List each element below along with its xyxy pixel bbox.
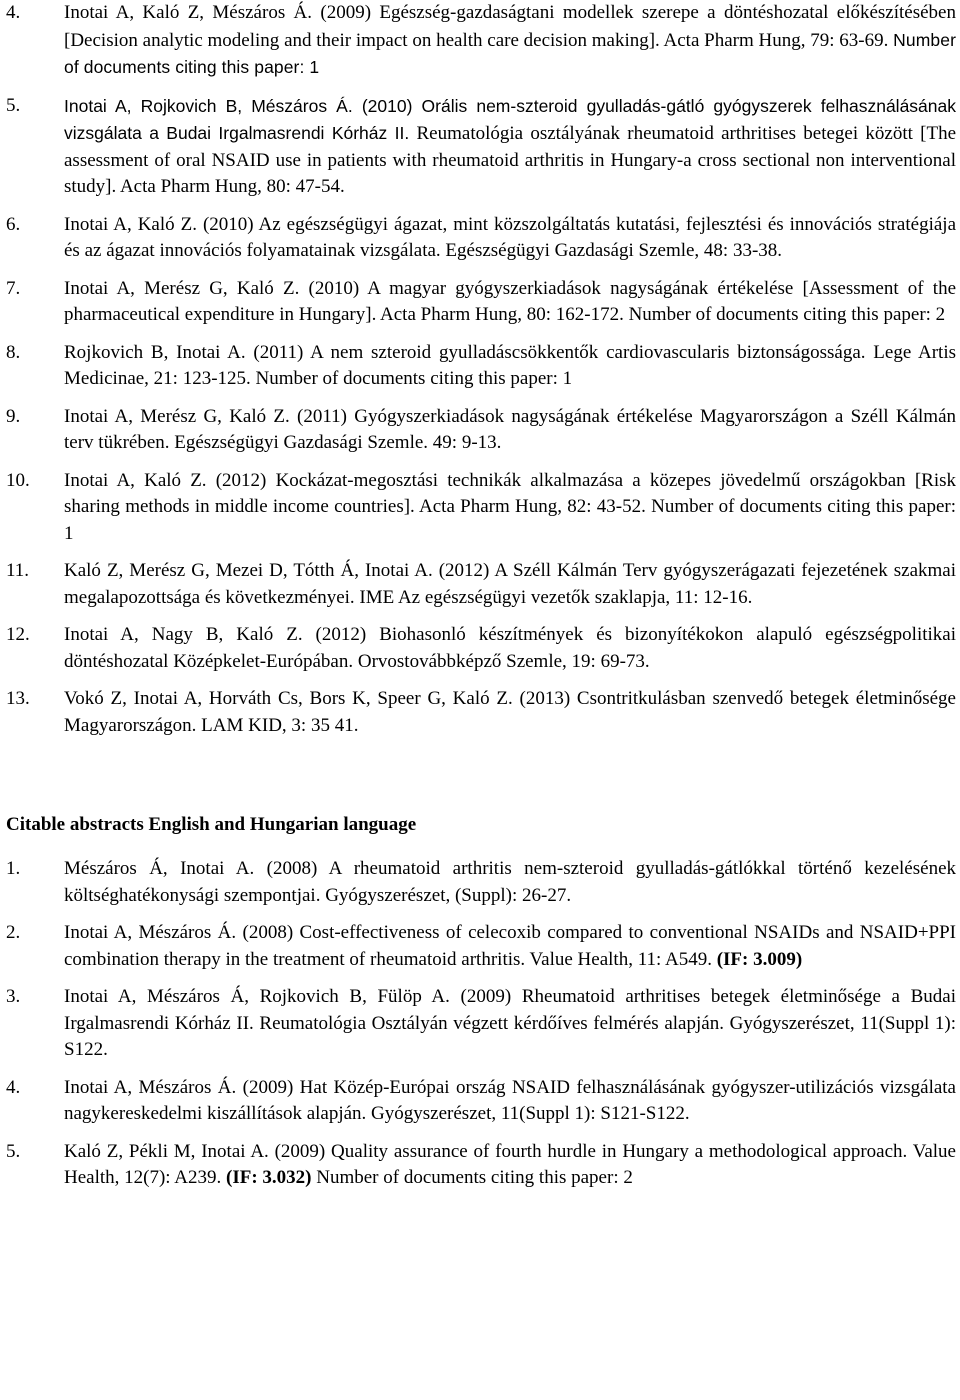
publication-item (6, 276, 956, 329)
item-number: 13. (6, 688, 30, 709)
item-text (64, 404, 956, 457)
item-text (64, 856, 956, 909)
item-text (64, 212, 956, 265)
publication-item (6, 468, 956, 548)
citation-text: Inotai A, Kaló Z. (2012) Kockázat-megosztási technikák alkalmazása a közepes jövedelmű országokban [Risk sharing methods in middle income countries]. Acta Pharm Hung, 82: 43-52. (64, 469, 956, 517)
abstract-item (6, 984, 956, 1064)
item-text (64, 1075, 956, 1128)
citation-lead-text: Inotai A, Rojkovich B, Mészáros Á. (2010) Orális nem-szteroid gyulladás-gátló gyógyszerek felhasználásának vizsgálata a Budai Irgalmasrendi Kórház II. (64, 95, 956, 143)
item-number: 10. (6, 469, 30, 491)
item-number: 4. (6, 1076, 21, 1098)
item-text (64, 340, 956, 393)
citation-text: Kaló Z, Pékli M, Inotai A. (2009) Quality assurance of fourth hurdle in Hungary a methodological approach. Value Health, 12(7): A239. (64, 1140, 956, 1188)
citation-count: Number of documents citing this paper: 1 (255, 368, 573, 389)
item-number: 4. (6, 2, 21, 23)
item-number: 7. (6, 277, 21, 299)
publication-item (6, 558, 956, 611)
citation-text: Inotai A, Mészáros Á. (2008) Cost-effectiveness of celecoxib compared to conventional NSAIDs and NSAID+PPI combination therapy in the treatment of rheumatoid arthritis. Value Health, 11: A549. (64, 922, 956, 970)
citation-text: Inotai A, Merész G, Kaló Z. (2011) Gyógyszerkiadások nagyságának értékelése Magyarországon a Széll Kálmán terv tükrében. Egészségügyi Gazdasági Szemle. 49: 9-13. (64, 405, 956, 453)
citation-count: Number of documents citing this paper: 2 (628, 304, 946, 325)
publication-item (6, 212, 956, 265)
item-number: 5. (6, 94, 21, 116)
publication-item (6, 93, 956, 201)
citation-count: Number of documents citing this paper: 2 (316, 1167, 633, 1188)
publication-item (6, 686, 956, 739)
publication-item (6, 622, 956, 675)
impact-factor: (IF: 3.032) (226, 1167, 312, 1188)
item-number: 8. (6, 341, 21, 363)
publication-list-page (6, 0, 956, 1192)
citation-text: Inotai A, Kaló Z. (2010) Az egészségügyi ágazat, mint közszolgáltatás kutatási, fejlesztési és innovációs stratégiája és az ágazat innovációs folyamatainak vizsgálata. Egészségügyi Gazdasági Szemle, 48: 33-38. (64, 213, 956, 261)
citation-text: Reumatológia osztályának rheumatoid arthritises betegei között [The assessment of oral NSAID use in patients with rheumatoid arthritis in Hungary-a cross sectional non interventional study]. Acta Pharm Hung, 80: 47-54. (64, 123, 957, 197)
citation-text: Inotai A, Merész G, Kaló Z. (2010) A magyar gyógyszerkiadások nagyságának értékelése [Assessment of the pharmaceutical expenditure in Hungary]. Acta Pharm Hung, 80: 162-172. (64, 277, 956, 325)
citation-count: Number of documents citing this paper: 1 (64, 496, 956, 544)
item-number: 3. (6, 986, 21, 1007)
citation-text: Kaló Z, Merész G, Mezei D, Tótth Á, Inotai A. (2012) A Széll Kálmán Terv gyógyszerágazati fejezetének szakmai megalapozottsága és következményei. IME Az egészségügyi vezetők szaklapja, 11: 12-16. (64, 560, 956, 608)
citation-text: Mészáros Á, Inotai A. (2008) A rheumatoid arthritis nem-szteroid gyulladás-gátlókkal történő kezelésének költséghatékonysági szempontjai. Gyógyszerészet, (Suppl): 26-27. (64, 858, 956, 906)
citation-text: Inotai A, Nagy B, Kaló Z. (2012) Biohasonló készítmények és bizonyítékokon alapuló egészségpolitikai döntéshozatal Középkelet-Európában. Orvostovábbképző Szemle, 19: 69-73. (64, 624, 956, 672)
citation-text: Inotai A, Mészáros Á, Rojkovich B, Fülöp A. (2009) Rheumatoid arthritises betegek életminősége a Budai Irgalmasrendi Kórház II. Reumatológia Osztályán végzett kérdőíves felmérés alapján. Gyógyszerészet, 11(Suppl 1): S122. (64, 986, 956, 1060)
publication-item (6, 0, 956, 82)
item-text (64, 920, 956, 973)
citation-text: Inotai A, Kaló Z, Mészáros Á. (2009) Egészség-gazdaságtani modellek szerepe a döntéshozatal előkészítésében [Decision analytic modeling and their impact on health care decision making]. Acta Pharm Hung, 79: 63-69. (64, 2, 956, 51)
section-heading: Citable abstracts English and Hungarian language (6, 814, 417, 835)
publication-item (6, 340, 956, 393)
abstract-item (6, 920, 956, 973)
item-number: 11. (6, 560, 30, 581)
item-text (64, 558, 956, 611)
item-text (64, 468, 956, 548)
publication-item (6, 404, 956, 457)
abstracts-list (6, 856, 956, 1192)
item-number: 1. (6, 858, 21, 879)
abstract-item (6, 1075, 956, 1128)
item-text (64, 0, 956, 82)
item-number: 9. (6, 405, 21, 427)
item-text (64, 93, 956, 201)
item-text (64, 276, 956, 329)
item-text (64, 686, 956, 739)
item-number: 2. (6, 922, 21, 943)
publications-list (6, 0, 956, 739)
item-text (64, 984, 956, 1064)
item-text (64, 1139, 956, 1192)
abstract-item (6, 856, 956, 909)
item-number: 5. (6, 1140, 21, 1162)
citation-count: Number of documents citing this paper: 1 (64, 29, 956, 77)
citation-text: Rojkovich B, Inotai A. (2011) A nem szteroid gyulladáscsökkentők cardiovascularis biztonságossága. Lege Artis Medicinae, 21: 123-125. (64, 341, 956, 389)
abstract-item (6, 1139, 956, 1192)
citation-text: Vokó Z, Inotai A, Horváth Cs, Bors K, Speer G, Kaló Z. (2013) Csontritkulásban szenvedő betegek életminősége Magyarországon. LAM KID, 3: 35 41. (64, 688, 956, 736)
impact-factor: (IF: 3.009) (716, 948, 803, 970)
item-text (64, 622, 956, 675)
item-number: 6. (6, 213, 21, 235)
citation-text: Inotai A, Mészáros Á. (2009) Hat Közép-Európai ország NSAID felhasználásának gyógyszer-utilizációs vizsgálata nagykereskedelmi kiszállítások alapján. Gyógyszerészet, 11(Suppl 1): S121-S122. (64, 1076, 956, 1124)
item-number: 12. (6, 624, 30, 645)
